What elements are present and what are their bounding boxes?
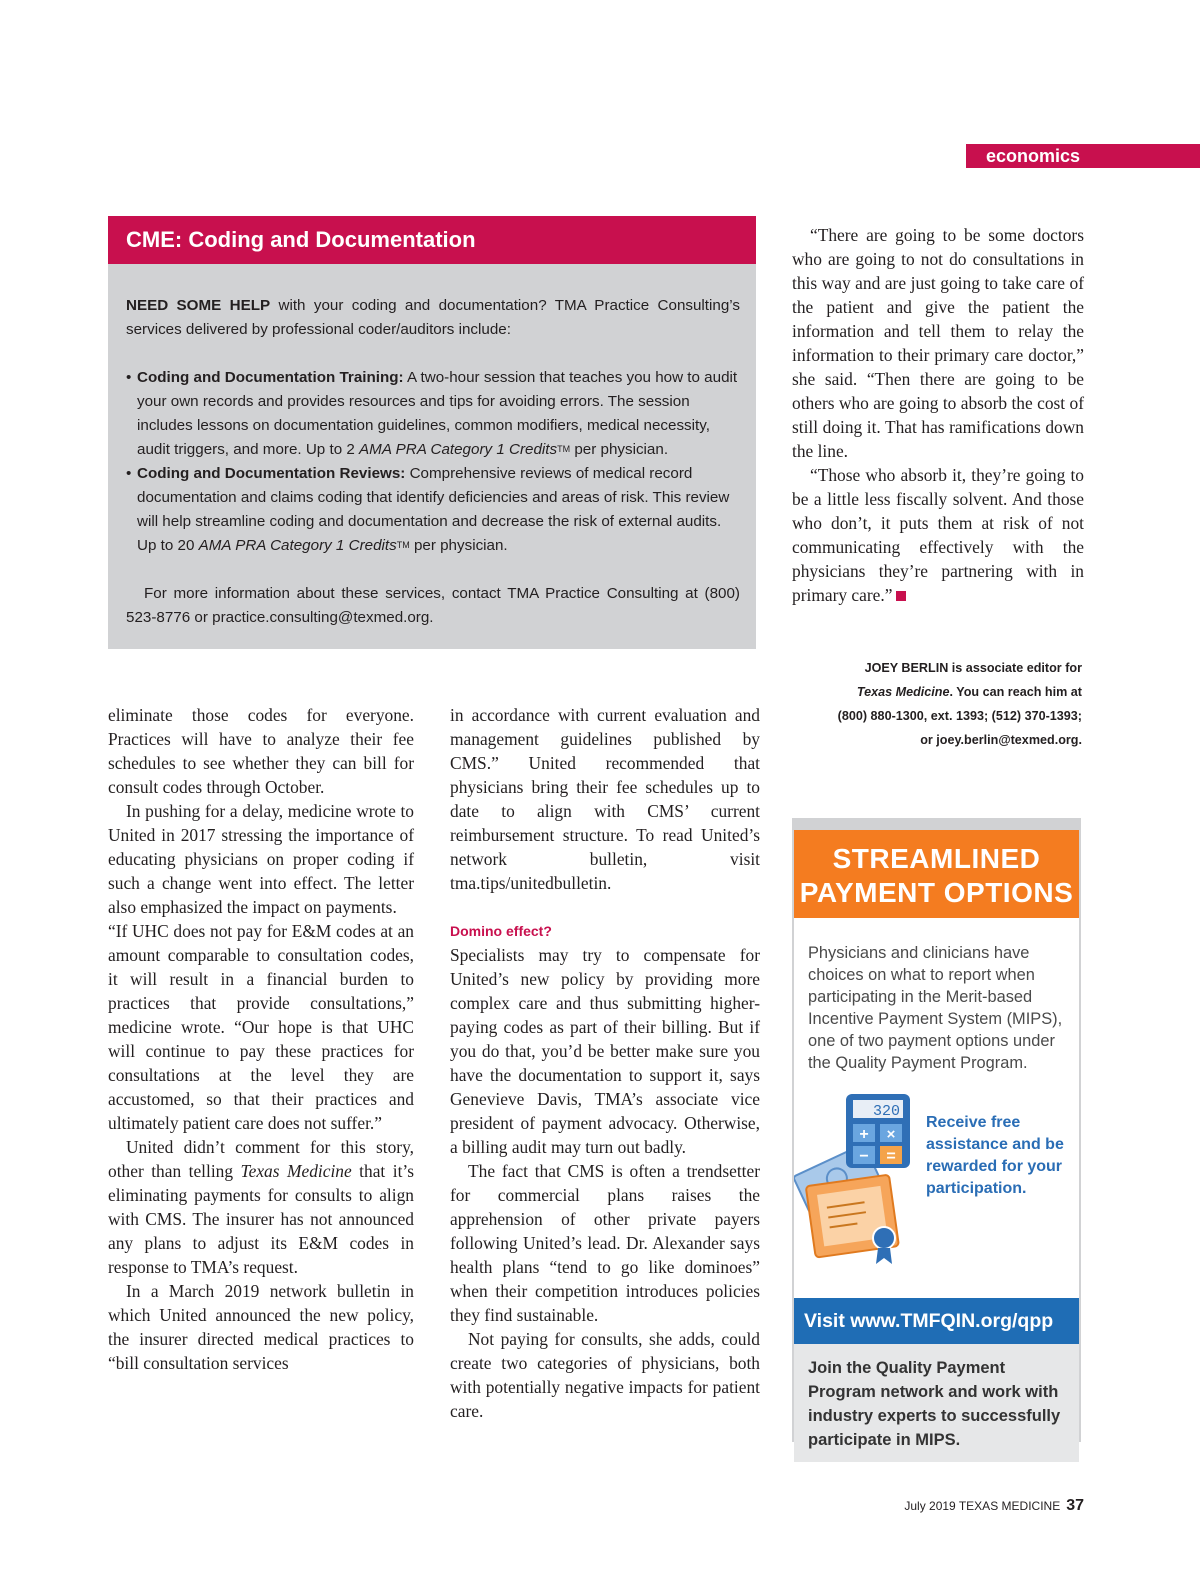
paragraph: “If UHC does not pay for E&M codes at an amount comparable to consultation codes, it will result in a financial burden to practices that provide consultations,” medicine wrote. “Our hope is that UHC will continue to pay these practices for consultations at the level they are accustomed, so that their practices and ultimately patient care does not suffer.” [108, 921, 414, 1133]
paragraph: The fact that CMS is often a trendsetter for commercial plans raises the apprehension of other private payers following United’s lead. Dr. Alexander says health plans “tend to go like dominoes” when their competition introduces policies they find sustainable. [450, 1161, 760, 1325]
paragraph-text: “Those who absorb it, they’re going to be a little less fiscally solvent. And those who don’t, it puts them at risk of not communicating effectively with the physicians they’re partnering with in primary care.” [792, 465, 1084, 605]
bio-line [780, 680, 1082, 704]
advertisement [792, 818, 1081, 1449]
issue-label: July 2019 TEXAS MEDICINE [904, 1499, 1061, 1513]
cme-sidebar [108, 216, 756, 649]
paragraph [792, 463, 1084, 607]
bio-text: . You can reach him at [949, 685, 1082, 699]
bio-line: JOEY BERLIN is associate editor for [864, 661, 1082, 675]
end-mark [896, 591, 906, 601]
ad-headline [794, 830, 1079, 918]
ad-promo: Receive free assistance and be rewarded for your participation. [926, 1114, 1064, 1197]
article-column-2 [450, 703, 760, 1423]
cme-intro [126, 294, 740, 342]
ad-headline-line: STREAMLINED [832, 843, 1041, 874]
list-item [126, 366, 740, 462]
bio-email: or joey.berlin@texmed.org. [920, 733, 1082, 747]
ad-join-text: Join the Quality Payment Program network and work with industry experts to successfully participate in MIPS. [794, 1344, 1079, 1462]
calculator-icon [794, 1088, 924, 1288]
paragraph [108, 1135, 414, 1279]
paragraph: Specialists may try to compensate for United’s new policy by providing more complex care and thus submitting higher-paying codes as part of their billing. But if you do that, you’d be better make sure you have the documentation to support it, says Genevieve Davis, TMA’s associate vice president of payment advocacy. Otherwise, a billing audit may turn out badly. [450, 945, 760, 1157]
paragraph-text: that it’s eliminating payments for consults to align with CMS. The insurer has not announced any plans to adjust its E&M codes in response to TMA’s request. [108, 1161, 414, 1277]
cme-intro-lead: NEED SOME HELP [126, 297, 271, 314]
list-item-tail: per physician. [570, 441, 669, 458]
calculator-display: 320 [872, 1103, 900, 1120]
paragraph: In a March 2019 network bulletin in which United announced the new policy, the insurer directed medical practices to “bill consultation services [108, 1281, 414, 1373]
svg-text:×: × [886, 1126, 896, 1143]
credit-name: AMA PRA Category 1 Credits [198, 537, 397, 554]
list-item-title: Coding and Documentation Reviews: [137, 465, 406, 482]
svg-text:−: − [859, 1148, 869, 1165]
paragraph: In pushing for a delay, medicine wrote to United in 2017 stressing the importance of educating physicians on proper coding if such a change went into effect. The letter also emphasized the impact on payments. [108, 801, 414, 917]
bio-phone: (800) 880-1300, ext. 1393; (512) 370-1393; [837, 709, 1082, 723]
svg-text:=: = [886, 1148, 896, 1165]
page-footer [880, 1495, 1084, 1517]
trademark: TM [396, 540, 410, 550]
ad-headline-line: PAYMENT OPTIONS [799, 877, 1074, 908]
author-bio [780, 656, 1082, 752]
cme-intro-text: with your coding and documentation? TMA Practice Consulting’s services delivered by professional coder/auditors include: [126, 297, 740, 338]
paragraph: “There are going to be some doctors who are going to not do consultations in this way and are just going to take care of the patient and give the patient the information and tell them to relay the information to their primary care doctor,” she said. “Then there are going to be others who are going to absorb the cost of still doing it. That has ramifications down the line. [792, 225, 1084, 461]
ad-illustration [794, 1088, 1079, 1288]
ad-intro: Physicians and clinicians have choices on what to report when participating in the Merit-based Incentive Payment System (MIPS), one of two payment options under the Quality Payment Program. [808, 944, 1063, 1072]
ad-url-link[interactable]: Visit www.TMFQIN.org/qpp [794, 1298, 1079, 1344]
paragraph: Not paying for consults, she adds, could create two categories of physicians, both with potentially negative impacts for patient care. [450, 1329, 760, 1421]
article-column-1 [108, 703, 414, 1375]
article-column-3 [792, 223, 1084, 607]
paragraph: in accordance with current evaluation and management guidelines published by CMS.” United recommended that physicians bring their fee schedules up to date to align with CMS’ current reimbursement structure. To read United’s network bulletin, visit tma.tips/unitedbulletin. [450, 705, 760, 893]
list-item [126, 462, 740, 558]
cme-sidebar-title: CME: Coding and Documentation [108, 216, 756, 264]
list-item-tail: per physician. [409, 537, 508, 554]
subheading: Domino effect? [450, 923, 552, 939]
list-item-text: Comprehensive reviews of medical record documentation and claims coding that identify deficiencies and areas of risk. This review will help streamline coding and documentation and decrease the risk of external audits. Up to 20 [137, 465, 730, 554]
credit-name: AMA PRA Category 1 Credits [359, 441, 558, 458]
publication-name: Texas Medicine [240, 1161, 352, 1181]
svg-text:+: + [859, 1126, 869, 1143]
paragraph-text: United didn’t comment for this story, other than telling [108, 1137, 414, 1181]
paragraph: eliminate those codes for everyone. Practices will have to analyze their fee schedules to see whether they can bill for consult codes through October. [108, 705, 414, 797]
trademark: TM [557, 444, 571, 454]
ad-top-band [794, 820, 1079, 830]
cme-contact: For more information about these services, contact TMA Practice Consulting at (800) 523-8776 or practice.consulting@texmed.org. [126, 585, 740, 626]
cme-services-list [126, 366, 740, 558]
list-item-title: Coding and Documentation Training: [137, 369, 404, 386]
page-number: 37 [1066, 1497, 1084, 1514]
list-item-text: A two-hour session that teaches you how to audit your own records and provides resources and tips for avoiding errors. The session includes lessons on documentation guidelines, common modifiers, medical necessity, audit triggers, and more. Up to 2 [137, 369, 738, 458]
section-label: economics [966, 144, 1200, 168]
publication-name: Texas Medicine [856, 685, 950, 699]
